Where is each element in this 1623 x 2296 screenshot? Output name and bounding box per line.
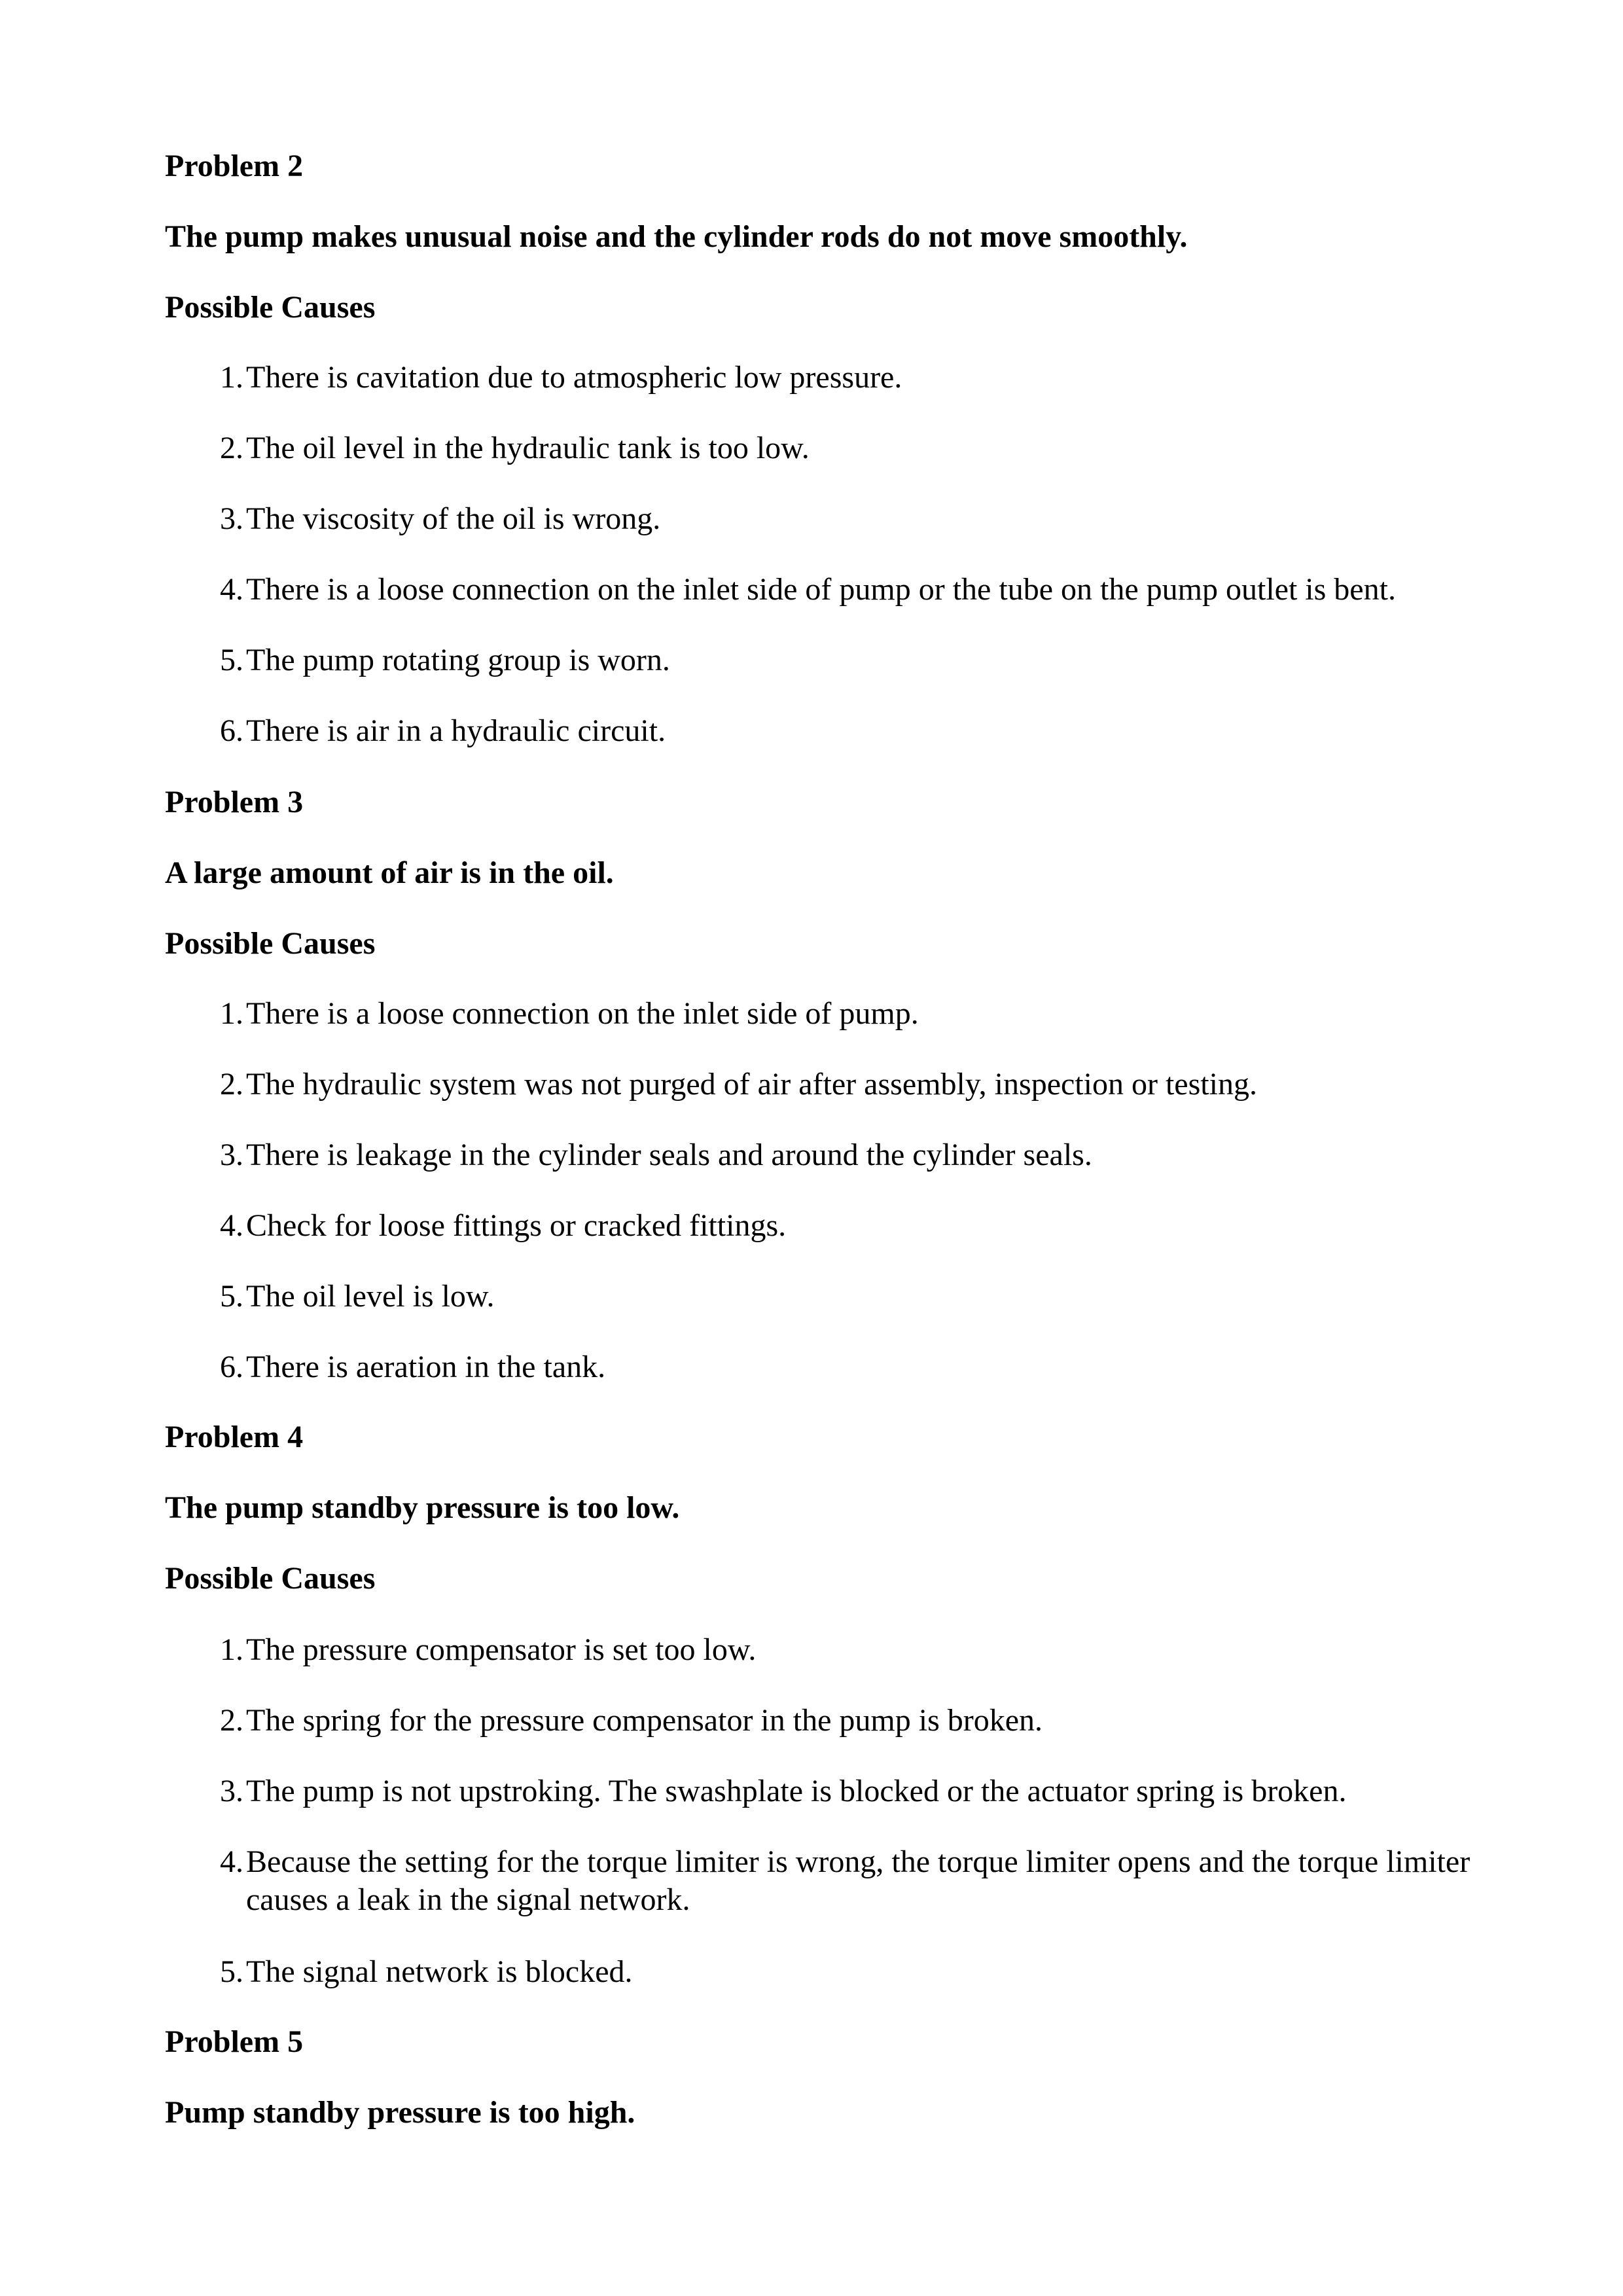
problem-heading: Problem 5 — [165, 2024, 304, 2059]
problem-description: The pump makes unusual noise and the cylinder rods do not move smoothly. — [165, 219, 1188, 254]
cause-number: 6. — [220, 1350, 243, 1384]
cause-text: There is cavitation due to atmospheric low pressure. — [246, 360, 902, 395]
cause-text: The pressure compensator is set too low. — [246, 1632, 757, 1667]
cause-text: The oil level in the hydraulic tank is too low. — [246, 431, 810, 465]
problem-heading: Problem 4 — [165, 1420, 304, 1454]
cause-number: 5. — [220, 1279, 243, 1314]
cause-text: There is aeration in the tank. — [246, 1350, 606, 1384]
cause-number: 3. — [220, 1138, 243, 1172]
cause-number: 4. — [220, 1208, 243, 1243]
cause-number: 3. — [220, 501, 243, 536]
cause-number: 6. — [220, 713, 243, 748]
problem-description: The pump standby pressure is too low. — [165, 1490, 680, 1525]
causes-heading: Possible Causes — [165, 1561, 376, 1596]
cause-text: The pump is not upstroking. The swashplate is blocked or the actuator spring is broken. — [246, 1774, 1347, 1808]
cause-text: The hydraulic system was not purged of air after assembly, inspection or testing. — [246, 1067, 1257, 1102]
cause-number: 1. — [220, 996, 243, 1031]
cause-number: 1. — [220, 360, 243, 395]
cause-number: 4. — [220, 1844, 243, 1879]
cause-text: The signal network is blocked. — [246, 1954, 633, 1989]
cause-text: The pump rotating group is worn. — [246, 643, 670, 677]
cause-text: There is a loose connection on the inlet side of pump. — [246, 996, 919, 1031]
problem-heading: Problem 3 — [165, 785, 304, 819]
cause-number: 2. — [220, 1067, 243, 1102]
cause-number: 4. — [220, 572, 243, 607]
cause-text: The viscosity of the oil is wrong. — [246, 501, 661, 536]
cause-text: Because the setting for the torque limiter is wrong, the torque limiter opens and the torque limiter causes a leak in the signal network. — [246, 1844, 1471, 1917]
cause-text: The oil level is low. — [246, 1279, 495, 1314]
cause-text: There is air in a hydraulic circuit. — [246, 713, 666, 748]
cause-text: The spring for the pressure compensator in the pump is broken. — [246, 1703, 1043, 1738]
cause-number: 1. — [220, 1632, 243, 1667]
problem-description: A large amount of air is in the oil. — [165, 855, 614, 890]
cause-number: 2. — [220, 431, 243, 465]
problem-description: Pump standby pressure is too high. — [165, 2095, 635, 2130]
cause-number: 5. — [220, 643, 243, 677]
cause-number: 2. — [220, 1703, 243, 1738]
cause-number: 3. — [220, 1774, 243, 1808]
cause-text: There is a loose connection on the inlet side of pump or the tube on the pump outlet is bent. — [246, 572, 1396, 607]
cause-text: There is leakage in the cylinder seals and around the cylinder seals. — [246, 1138, 1092, 1172]
causes-heading: Possible Causes — [165, 290, 376, 325]
cause-text: Check for loose fittings or cracked fittings. — [246, 1208, 787, 1243]
document-page — [165, 0, 1474, 2296]
causes-heading: Possible Causes — [165, 926, 376, 961]
problem-heading: Problem 2 — [165, 149, 304, 183]
cause-number: 5. — [220, 1954, 243, 1989]
